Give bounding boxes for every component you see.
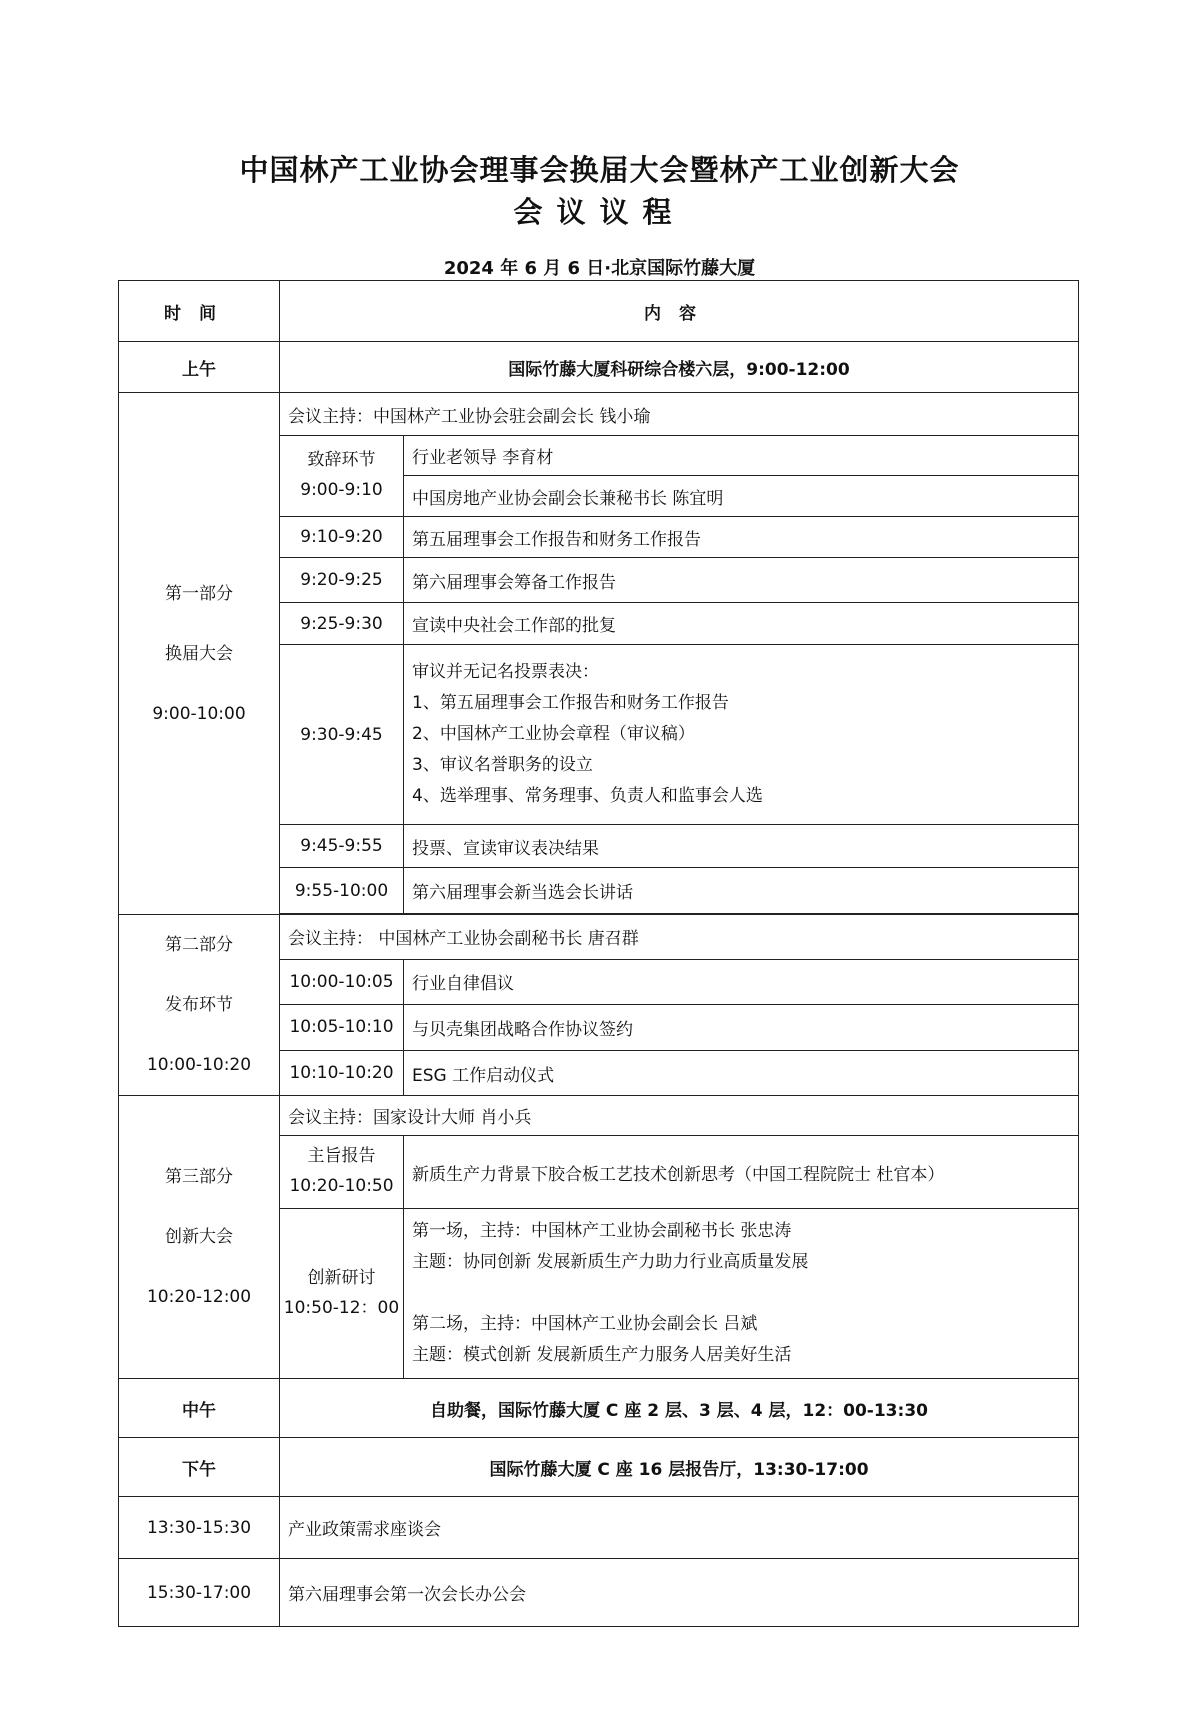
slot-time: 10:00-10:05 <box>280 959 404 1004</box>
speech-1: 行业老领导 李育材 <box>404 436 1079 476</box>
seminar-line: 第一场，主持：中国林产工业协会副秘书长 张忠涛 <box>412 1221 792 1241</box>
seminar-time: 10:50-12：00 <box>283 1297 400 1318</box>
vote-line: 审议并无记名投票表决： <box>412 662 599 682</box>
part2-label <box>119 915 280 1096</box>
afternoon-label: 下午 <box>119 1438 280 1497</box>
part1-time: 9:00-10:00 <box>152 703 246 724</box>
speech-label: 致辞环节 <box>307 450 376 471</box>
slot-text: 宣读中央社会工作部的批复 <box>404 603 1079 645</box>
speech-time: 9:00-9:10 <box>300 480 383 500</box>
seminar-line: 主题：协同创新 发展新质生产力助力行业高质量发展 <box>412 1252 809 1272</box>
keynote-time: 10:20-10:50 <box>289 1176 394 1196</box>
document-subtitle: 会议议程 <box>513 195 686 229</box>
part3-subtitle: 创新大会 <box>165 1227 233 1247</box>
morning-info: 国际竹藤大厦科研综合楼六层，9:00-12:00 <box>280 342 1079 393</box>
vote-time: 9:30-9:45 <box>280 645 404 825</box>
document-title: 中国林产工业协会理事会换届大会暨林产工业创新大会 <box>239 153 960 187</box>
afternoon-info: 国际竹藤大厦 C 座 16 层报告厅，13:30-17:00 <box>280 1438 1079 1497</box>
afternoon-row <box>119 1438 1079 1497</box>
morning-label: 上午 <box>119 342 280 393</box>
slot-text: 行业自律倡议 <box>404 959 1079 1004</box>
date-location: 2024 年 6 月 6 日·北京国际竹藤大厦 <box>443 258 756 279</box>
part1-subtitle: 换届大会 <box>165 643 233 664</box>
part2-time: 10:00-10:20 <box>146 1055 252 1075</box>
part3-time: 10:20-12:00 <box>146 1287 252 1307</box>
vote-line: 2、中国林产工业协会章程（审议稿） <box>412 724 695 744</box>
part2-title: 第二部分 <box>165 935 233 955</box>
part3-title: 第三部分 <box>165 1167 233 1187</box>
seminar-line: 第二场，主持：中国林产工业协会副会长 吕斌 <box>412 1314 758 1334</box>
slot-time: 9:10-9:20 <box>280 517 404 558</box>
vote-line: 1、第五届理事会工作报告和财务工作报告 <box>412 693 729 713</box>
agenda-table <box>118 280 1079 1627</box>
header-content: 内容 <box>280 281 1079 342</box>
part2-host: 会议主持： 中国林产工业协会副秘书长 唐召群 <box>280 915 1079 960</box>
keynote-label: 主旨报告 <box>307 1146 376 1167</box>
part3-host: 会议主持：国家设计大师 肖小兵 <box>280 1096 1079 1136</box>
slot-time: 9:55-10:00 <box>280 868 404 914</box>
part1-title: 第一部分 <box>165 583 233 604</box>
noon-info: 自助餐，国际竹藤大厦 C 座 2 层、3 层、4 层，12：00-13:30 <box>280 1379 1079 1438</box>
vote-content <box>404 645 1079 825</box>
slot-text: ESG 工作启动仪式 <box>404 1051 1079 1096</box>
part3-host-row <box>119 1096 1079 1136</box>
part1-host: 会议主持：中国林产工业协会驻会副会长 钱小瑜 <box>280 393 1079 436</box>
vote-line: 4、选举理事、常务理事、负责人和监事会人选 <box>412 786 763 806</box>
keynote-text: 新质生产力背景下胶合板工艺技术创新思考（中国工程院院士 杜官本） <box>404 1136 1079 1209</box>
header-time: 时间 <box>119 281 280 342</box>
seminar-slot <box>280 1209 404 1379</box>
slot-text: 与贝壳集团战略合作协议签约 <box>404 1004 1079 1050</box>
table-row <box>119 1497 1079 1559</box>
slot-time: 9:20-9:25 <box>280 558 404 603</box>
morning-row <box>119 342 1079 393</box>
slot-time: 15:30-17:00 <box>119 1559 280 1627</box>
keynote-slot <box>280 1136 404 1209</box>
slot-time: 9:25-9:30 <box>280 603 404 645</box>
part1-host-row <box>119 393 1079 436</box>
slot-time: 13:30-15:30 <box>119 1497 280 1559</box>
noon-row <box>119 1379 1079 1438</box>
seminar-line: 主题：模式创新 发展新质生产力服务人居美好生活 <box>412 1345 792 1365</box>
slot-text: 投票、宣读审议表决结果 <box>404 825 1079 868</box>
slot-time: 10:05-10:10 <box>280 1004 404 1050</box>
seminar-label: 创新研讨 <box>307 1267 376 1288</box>
speech-2: 中国房地产业协会副会长兼秘书长 陈宜明 <box>404 476 1079 517</box>
slot-time: 9:45-9:55 <box>280 825 404 868</box>
part2-subtitle: 发布环节 <box>165 995 233 1015</box>
table-row <box>119 1559 1079 1627</box>
slot-text: 第六届理事会筹备工作报告 <box>404 558 1079 603</box>
part1-label <box>119 393 280 915</box>
part3-label <box>119 1096 280 1379</box>
speech-slot <box>280 436 404 517</box>
slot-time: 10:10-10:20 <box>280 1051 404 1096</box>
part2-host-row <box>119 915 1079 960</box>
vote-line: 3、审议名誉职务的设立 <box>412 755 593 775</box>
seminar-content <box>404 1209 1079 1379</box>
slot-text: 产业政策需求座谈会 <box>280 1497 1079 1559</box>
noon-label: 中午 <box>119 1379 280 1438</box>
slot-text: 第六届理事会新当选会长讲话 <box>404 868 1079 914</box>
slot-text: 第六届理事会第一次会长办公会 <box>280 1559 1079 1627</box>
table-header-row <box>119 281 1079 342</box>
slot-text: 第五届理事会工作报告和财务工作报告 <box>404 517 1079 558</box>
